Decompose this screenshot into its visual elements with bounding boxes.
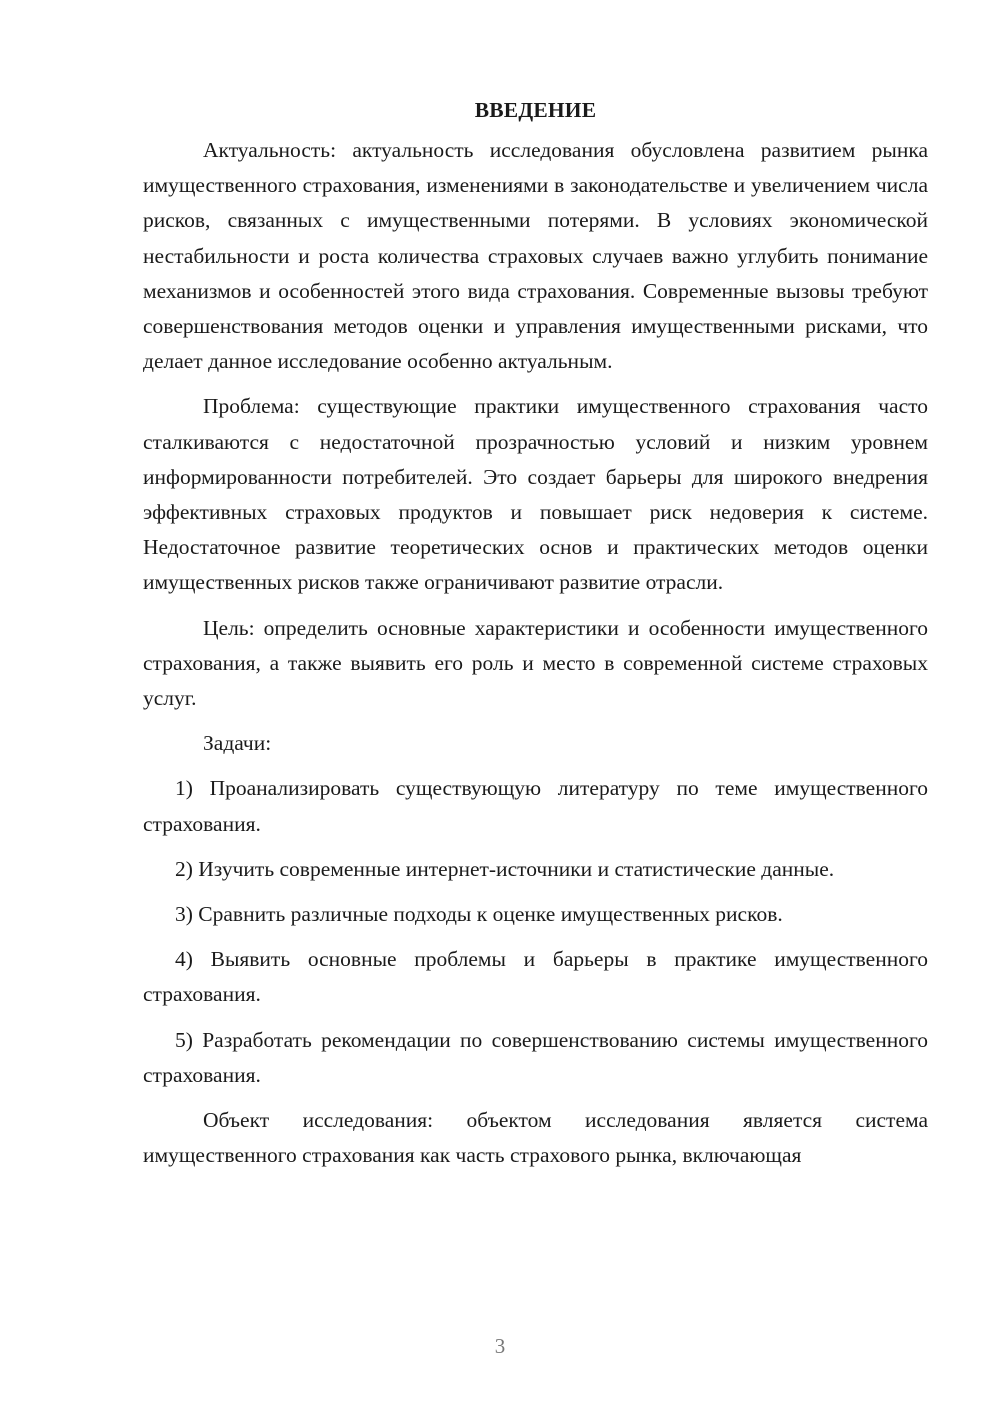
task-item-4: 4) Выявить основные проблемы и барьеры в практике имущественного страхования. xyxy=(143,947,928,1007)
page-number: 3 xyxy=(494,1334,506,1358)
task-item-1: 1) Проанализировать существующую литературу по теме имущественного страхования. xyxy=(143,776,928,836)
section-title: ВВЕДЕНИЕ xyxy=(474,98,597,122)
task-item-3: 3) Сравнить различные подходы к оценке имущественных рисков. xyxy=(175,902,783,927)
task-item-5: 5) Разработать рекомендации по совершенствованию системы имущественного страхования. xyxy=(143,1027,928,1087)
document-page xyxy=(143,95,928,1173)
paragraph-problem: Проблема: существующие практики имущественного страхования часто сталкиваются с недостаточной прозрачностью условий и низким уровнем информированности потребителей. Это создает барьеры для широкого внедрения эффективных страховых продуктов и повышает риск недоверия к системе. Недостаточное развитие теоретических основ и практических методов оценки имущественных рисков также ограничивают развитие отрасли. xyxy=(143,394,928,595)
paragraph-relevance: Актуальность: актуальность исследования обусловлена развитием рынка имущественного страхования, изменениями в законодательстве и увеличением числа рисков, связанных с имущественными потерями. В условиях экономической нестабильности и роста количества страховых случаев важно углубить понимание механизмов и особенностей этого вида страхования. Современные вызовы требуют совершенствования методов оценки и управления имущественными рисками, что делает данное исследование особенно актуальным. xyxy=(143,138,928,374)
tasks-heading: Задачи: xyxy=(203,731,272,756)
paragraph-goal: Цель: определить основные характеристики и особенности имущественного страхования, а также выявить его роль и место в современной системе страховых услуг. xyxy=(143,615,928,711)
paragraph-object: Объект исследования: объектом исследования является система имущественного страхования как часть страхового рынка, включающая xyxy=(143,1108,928,1168)
task-item-2: 2) Изучить современные интернет-источники и статистические данные. xyxy=(175,856,835,881)
